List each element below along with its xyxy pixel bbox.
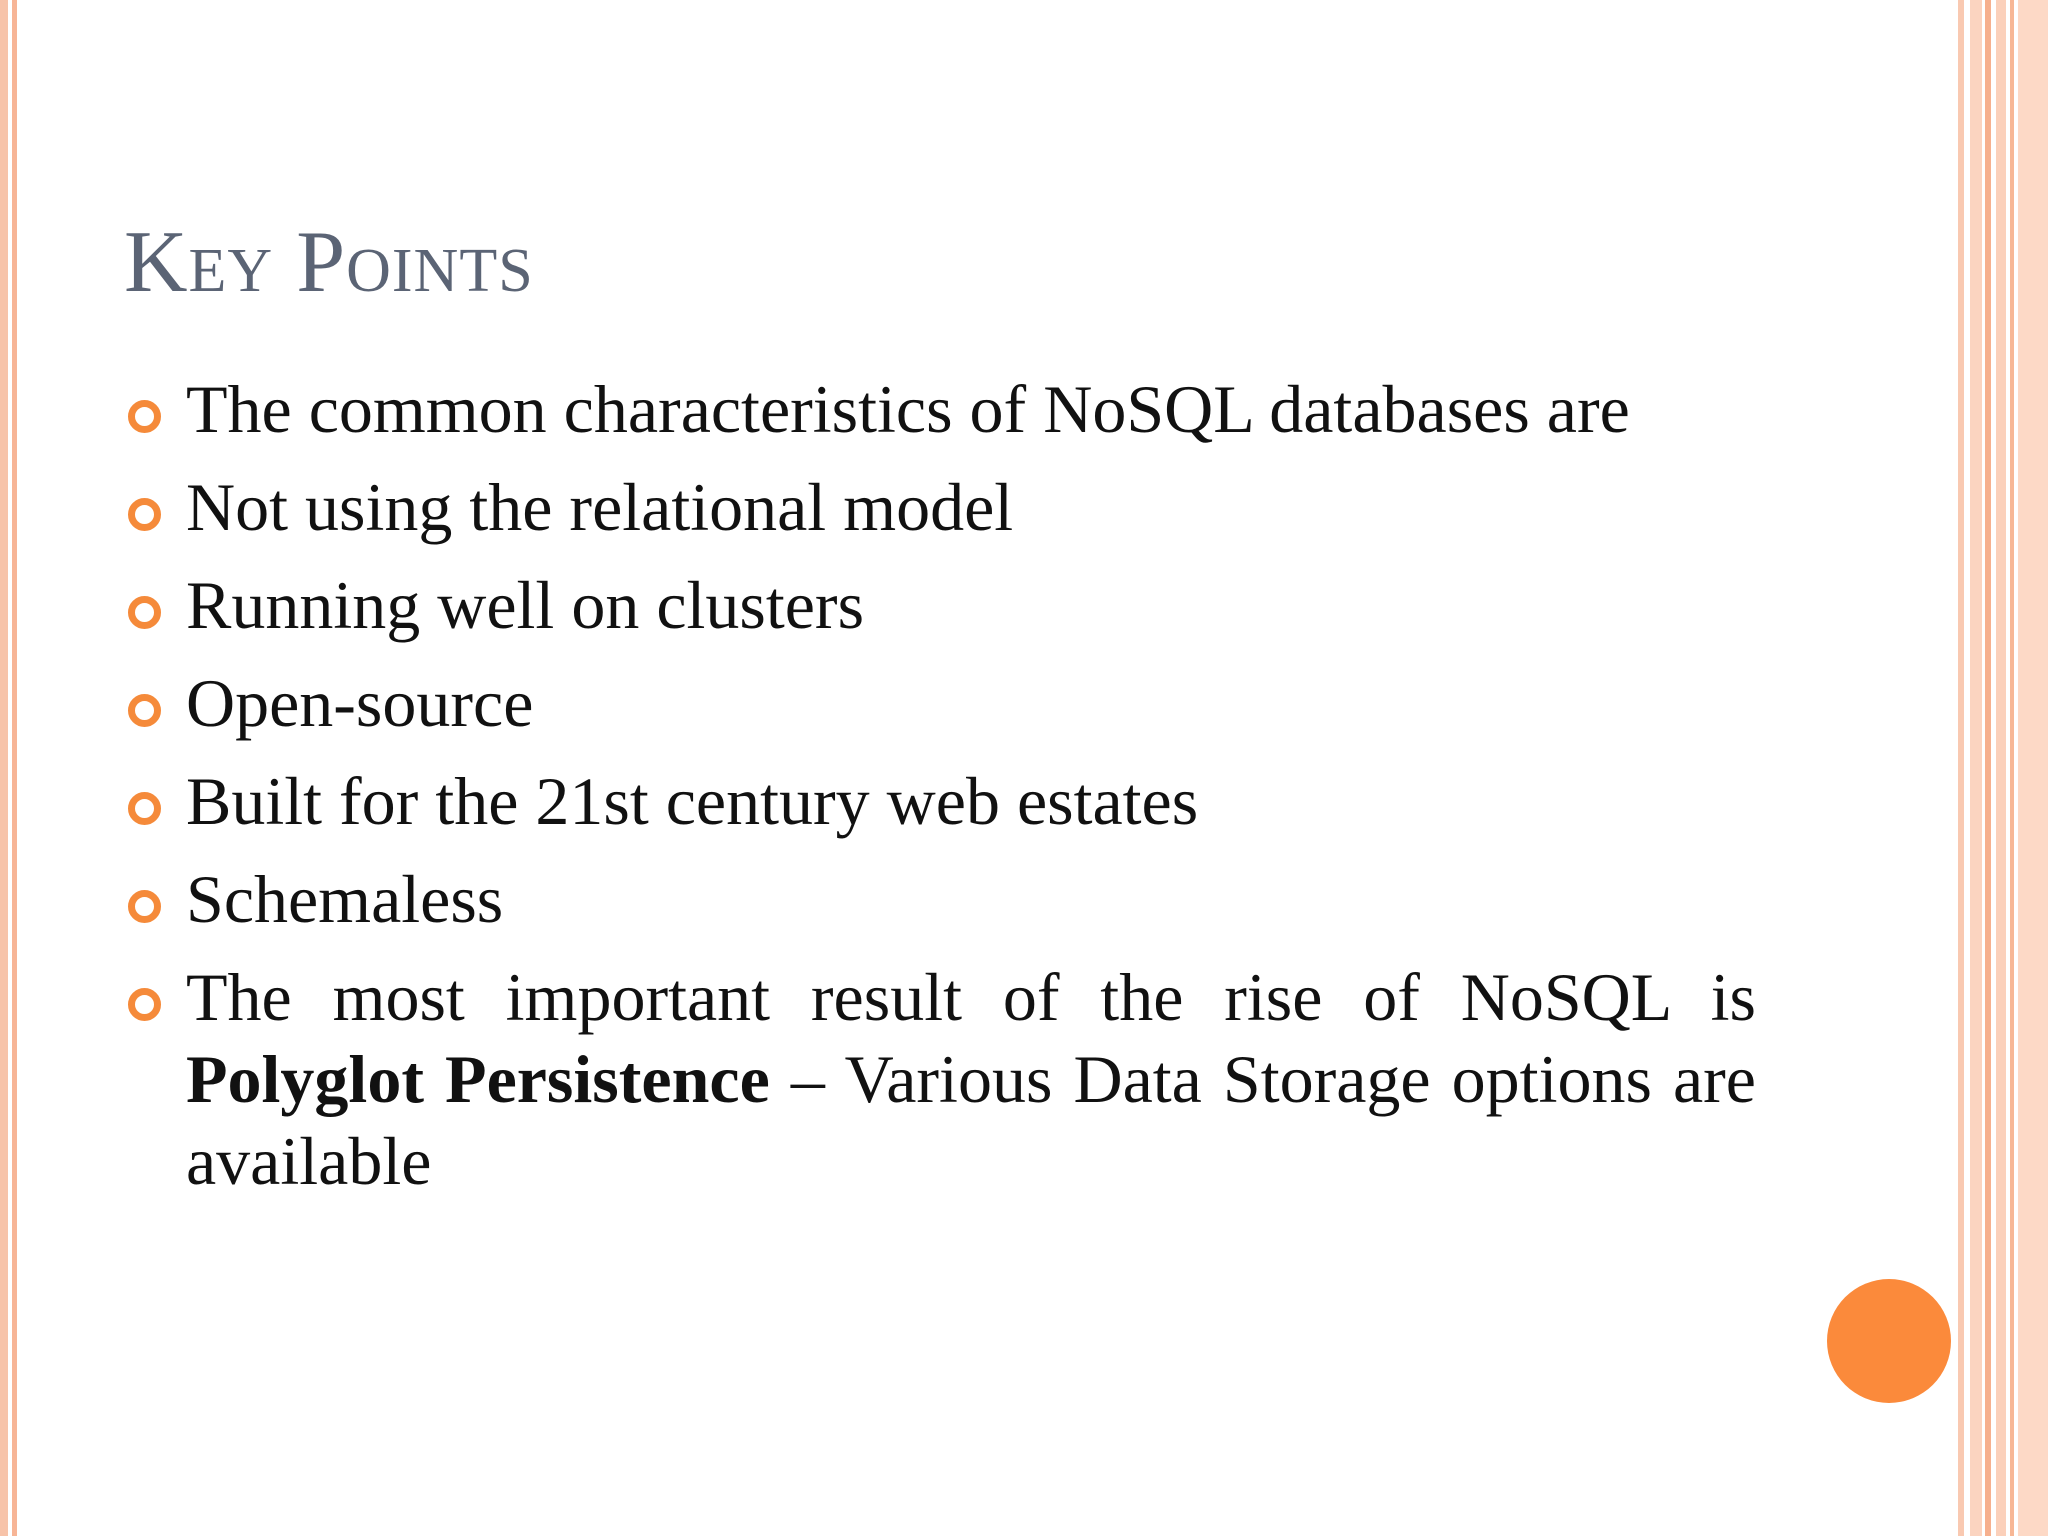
bullet-item bbox=[126, 368, 1756, 450]
bullet-item bbox=[126, 858, 1756, 940]
bullet-ring-icon bbox=[128, 694, 161, 727]
bullet-item bbox=[126, 760, 1756, 842]
bullet-item bbox=[126, 662, 1756, 744]
right-border-stripe bbox=[1996, 0, 2006, 1536]
bullet-text: Built for the 21st century web estates bbox=[186, 763, 1199, 839]
left-border-stripe bbox=[0, 0, 8, 1536]
right-border-stripe bbox=[1985, 0, 1991, 1536]
bullet-text: Schemaless bbox=[186, 861, 504, 937]
bullet-item bbox=[126, 466, 1756, 548]
bullet-ring-icon bbox=[128, 596, 161, 629]
right-border-stripe bbox=[2018, 0, 2048, 1536]
bullet-item bbox=[126, 956, 1756, 1202]
right-border-stripe bbox=[1970, 0, 1982, 1536]
bullet-text bbox=[186, 956, 1756, 1202]
right-border-stripe bbox=[2010, 0, 2014, 1536]
bullet-text: Not using the relational model bbox=[186, 469, 1014, 545]
bullet-text: Running well on clusters bbox=[186, 567, 865, 643]
bullet-text: Open-source bbox=[186, 665, 534, 741]
decorative-orange-circle bbox=[1827, 1279, 1951, 1403]
bullet-ring-icon bbox=[128, 498, 161, 531]
bullet-text-lead: The most important result of the rise of NoSQL is bbox=[186, 959, 1756, 1035]
bullet-text-tail: – Various Data Storage options are available bbox=[186, 1041, 1756, 1199]
bullet-text-emphasis: Polyglot Persistence bbox=[186, 1041, 770, 1117]
bullet-ring-icon bbox=[128, 890, 161, 923]
slide-title: Key Points bbox=[124, 214, 534, 311]
bullet-list bbox=[126, 368, 1756, 1218]
left-border-stripe-inner bbox=[12, 0, 17, 1536]
right-border-stripe bbox=[1958, 0, 1964, 1536]
bullet-ring-icon bbox=[128, 400, 161, 433]
bullet-ring-icon bbox=[128, 792, 161, 825]
bullet-ring-icon bbox=[128, 988, 161, 1021]
bullet-text: The common characteristics of NoSQL databases are bbox=[186, 371, 1630, 447]
bullet-item bbox=[126, 564, 1756, 646]
